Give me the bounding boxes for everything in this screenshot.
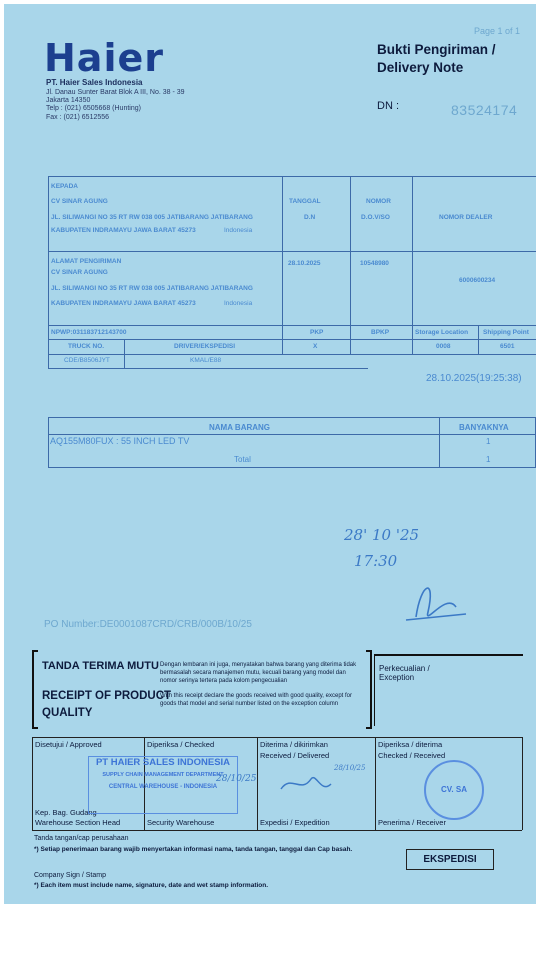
dealer-number: 6000600234 bbox=[459, 277, 496, 284]
truck-no-label: TRUCK NO. bbox=[68, 343, 105, 350]
ekspedisi-copy-label: EKSPEDISI bbox=[406, 849, 494, 870]
ship-address-label: ALAMAT PENGIRIMAN bbox=[51, 258, 122, 265]
recipient-country: Indonesia bbox=[224, 227, 253, 234]
tanggal-label: TANGGAL bbox=[289, 198, 321, 205]
stamp-line-3: CENTRAL WAREHOUSE - INDONESIA bbox=[108, 784, 218, 790]
fax-line: Fax : (021) 6512556 bbox=[46, 113, 110, 121]
receiver-label: Penerima / Receiver bbox=[378, 818, 446, 827]
address-line: Jl. Danau Sunter Barat Blok A III, No. 38 - 39 bbox=[46, 89, 185, 96]
footer-note-1-label: Tanda tangan/cap perusahaan bbox=[34, 835, 129, 842]
title-line-1: Bukti Pengiriman / bbox=[377, 42, 496, 57]
handwritten-date: 28' 10 '25 bbox=[344, 526, 420, 544]
total-label: Total bbox=[234, 455, 251, 464]
warehouse-stamp bbox=[88, 756, 238, 814]
stamp-handwritten-date: 28/10/25 bbox=[216, 774, 257, 784]
ship-address-2: KABUPATEN INDRAMAYU JAWA BARAT 45273 bbox=[51, 300, 196, 307]
haier-logo: Haier bbox=[44, 36, 164, 80]
delivered-label-1: Diterima / dikirimkan bbox=[260, 740, 328, 749]
stamp-line-2: SUPPLY CHAIN MANAGEMENT DEPARTMENT bbox=[102, 772, 224, 778]
footer-note-2: *) Each item must include name, signature, date and wet stamp information. bbox=[34, 882, 269, 889]
company-round-stamp: CV. SA bbox=[424, 760, 484, 820]
title-line-2: Delivery Note bbox=[377, 60, 464, 75]
pkp-value: X bbox=[313, 343, 318, 350]
receipt-bracket-left bbox=[32, 650, 38, 729]
nomor-label: NOMOR bbox=[366, 198, 391, 205]
order-number: 10548980 bbox=[360, 260, 389, 267]
stamp-line-1: PT HAIER SALES INDONESIA bbox=[95, 757, 231, 768]
company-address bbox=[46, 89, 185, 122]
footer-note-1: *) Setiap penerimaan barang wajib menyertakan informasi nama, tanda tangan, tanggal dan Cap basah. bbox=[34, 846, 353, 853]
driver-label: DRIVER/EKSPEDISI bbox=[174, 343, 236, 350]
expedition-handwritten-date: 28/10/25 bbox=[334, 764, 366, 772]
expedition-label: Expedisi / Expedition bbox=[260, 818, 330, 827]
gudang-label-1: Kep. Bag. Gudang bbox=[35, 808, 97, 817]
address-line: Jakarta 14350 bbox=[46, 97, 91, 105]
shipping-point-label: Shipping Point bbox=[483, 329, 529, 336]
po-number: PO Number:DE0001087CRD/CRB/000B/10/25 bbox=[44, 619, 252, 630]
delivered-label-2: Received / Delivered bbox=[260, 751, 330, 760]
truck-no-value: CDE/B8506JYT bbox=[64, 357, 110, 364]
item-row-qty: 1 bbox=[486, 437, 491, 446]
page-number: Page 1 of 1 bbox=[474, 26, 521, 36]
item-row-name: AQ155M80FUX : 55 INCH LED TV bbox=[50, 436, 190, 446]
dn-date: 28.10.2025 bbox=[288, 260, 321, 267]
footer-note-2-label: Company Sign / Stamp bbox=[34, 872, 106, 879]
bpkp-label: BPKP bbox=[371, 329, 390, 336]
receipt-bracket-right bbox=[366, 650, 372, 729]
receipt-title-en-2: QUALITY bbox=[42, 707, 93, 719]
receipt-title-en: RECEIPT OF PRODUCT bbox=[42, 690, 172, 702]
exception-label: Perkecualian / Exception bbox=[379, 664, 430, 682]
nomor-sub: D.O.V/SO bbox=[361, 214, 390, 221]
pkp-label: PKP bbox=[310, 329, 324, 336]
handwritten-time: 17:30 bbox=[354, 552, 398, 570]
print-timestamp: 28.10.2025(19:25:38) bbox=[426, 373, 522, 384]
recipient-address-1: JL. SILIWANGI NO 35 RT RW 038 005 JATIBARANG JATIBARANG bbox=[51, 214, 253, 221]
security-label: Security Warehouse bbox=[147, 818, 215, 827]
receipt-title-id: TANDA TERIMA MUTU bbox=[42, 660, 159, 672]
dn-number: 83524174 bbox=[451, 102, 518, 118]
phone-line: Telp : (021) 6505668 (Hunting) bbox=[46, 105, 141, 113]
ship-name: CV SINAR AGUNG bbox=[51, 269, 108, 276]
tanggal-sub: D.N bbox=[304, 214, 316, 221]
gudang-label-2: Warehouse Section Head bbox=[35, 818, 121, 827]
received-label-2: Checked / Received bbox=[378, 751, 446, 760]
document-title bbox=[377, 41, 496, 77]
npwp: NPWP:031183712143700 bbox=[51, 329, 127, 336]
receipt-text-id: Dengan lembaran ini juga, menyatakan bahwa barang yang diterima tidak bermasalah secara manajemen mutu, kecuali barang yang model dan nomor serinya tertera pada kolom pengecualian bbox=[160, 662, 357, 684]
received-label-1: Diperiksa / diterima bbox=[378, 740, 443, 749]
delivery-note-sheet bbox=[4, 4, 536, 904]
item-qty-header: BANYAKNYA bbox=[459, 423, 509, 432]
dealer-label: NOMOR DEALER bbox=[439, 214, 493, 221]
recipient-address-2: KABUPATEN INDRAMAYU JAWA BARAT 45273 bbox=[51, 227, 196, 234]
storage-location-label: Storage Location bbox=[415, 329, 469, 336]
checked-label: Diperiksa / Checked bbox=[147, 740, 215, 749]
approved-label: Disetujui / Approved bbox=[35, 740, 102, 749]
driver-value: KMAL/E88 bbox=[190, 357, 222, 364]
storage-location-value: 0008 bbox=[436, 343, 451, 350]
ship-country: Indonesia bbox=[224, 300, 253, 307]
company-name: PT. Haier Sales Indonesia bbox=[46, 78, 143, 87]
item-name-header: NAMA BARANG bbox=[209, 423, 271, 432]
ship-address-1: JL. SILIWANGI NO 35 RT RW 038 005 JATIBARANG JATIBARANG bbox=[51, 285, 253, 292]
shipping-point-value: 6501 bbox=[500, 343, 515, 350]
receipt-text-en: With this receipt declare the goods received with good quality, except for goods that model and serial number listed on the exception column bbox=[160, 693, 352, 707]
total-qty: 1 bbox=[486, 455, 491, 464]
dn-label: DN : bbox=[377, 100, 399, 112]
kepada-label: KEPADA bbox=[51, 183, 78, 190]
handwritten-signature bbox=[396, 572, 476, 632]
recipient-name: CV SINAR AGUNG bbox=[51, 198, 108, 205]
